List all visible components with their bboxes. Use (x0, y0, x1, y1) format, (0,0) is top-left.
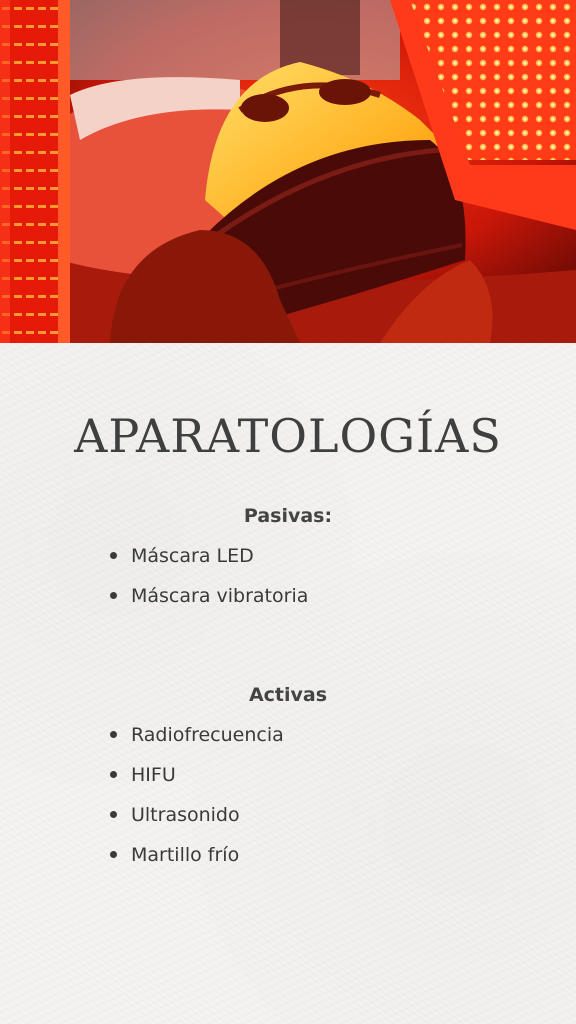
bullet-icon (110, 811, 117, 818)
list-item: Martillo frío (110, 842, 284, 882)
bullet-icon (110, 731, 117, 738)
list-pasivas (110, 543, 308, 623)
list-item: HIFU (110, 762, 284, 802)
bullet-icon (110, 592, 117, 599)
section-heading-activas: Activas (248, 684, 328, 706)
section-heading-pasivas: Pasivas: (243, 505, 333, 527)
list-activas (110, 722, 284, 882)
list-item: Ultrasonido (110, 802, 284, 842)
bullet-icon (110, 771, 117, 778)
list-item: Máscara vibratoria (110, 583, 308, 623)
bullet-icon (110, 552, 117, 559)
bullet-icon (110, 851, 117, 858)
hero-photo-led-therapy (0, 0, 576, 343)
list-item: Radiofrecuencia (110, 722, 284, 762)
list-item: Máscara LED (110, 543, 308, 583)
page-title: APARATOLOGÍAS (74, 409, 502, 463)
